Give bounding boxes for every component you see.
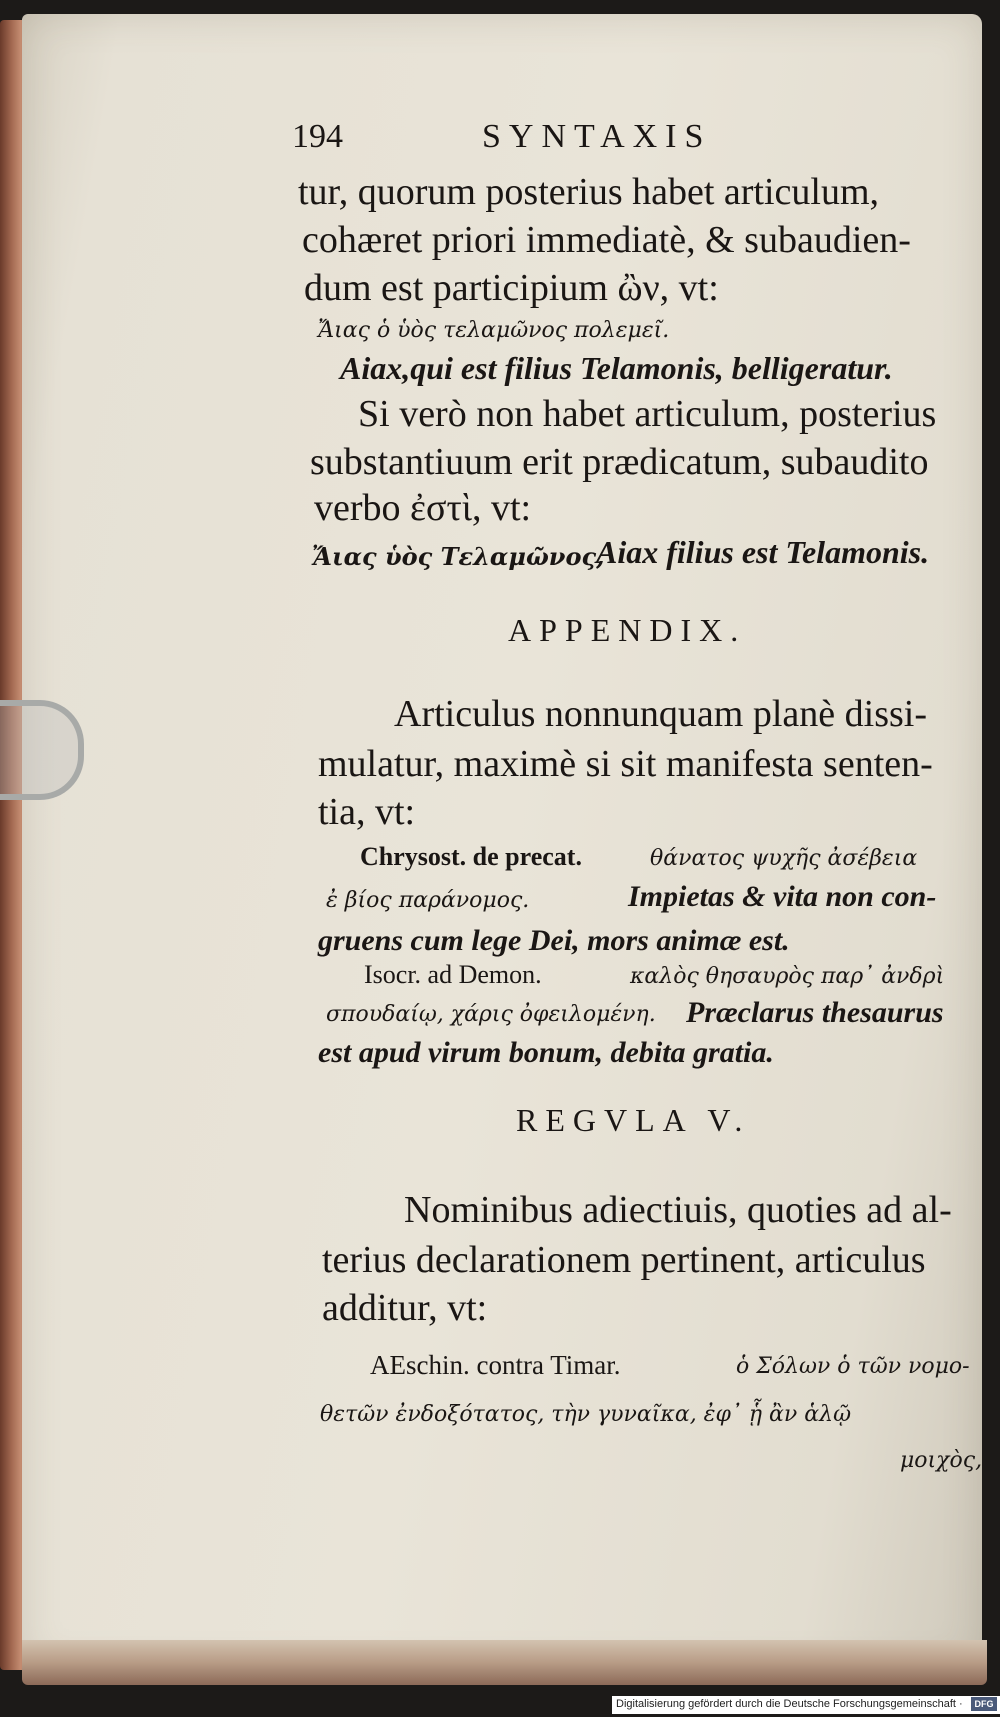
page-number: 194 [292,118,343,155]
greek-example: καλὸς θησαυρὸς παρ᾽ ἀνδρὶ [630,964,945,989]
running-title: SYNTAXIS [482,118,712,155]
text-line: cohæret priori immediatè, & subaudien- [302,219,911,261]
text-line: Si verò non habet articulum, posterius [358,393,937,435]
credit-text: Digitalisierung gefördert durch die Deutsche Forschungsgemeinschaft · [616,1698,963,1710]
greek-example: ὁ Σόλων ὁ τῶν νομο- [736,1354,970,1379]
greek-example: θετῶν ἐνδοξότατος, τὴν γυναῖκα, ἐφ᾽ ᾗ ἂν ἁλῷ [320,1402,852,1427]
latin-translation: gruens cum lege Dei, mors animæ est. [318,924,790,957]
greek-example: μοιχὸς, [900,1448,983,1473]
section-heading-regula: REGVLA V. [516,1102,751,1138]
text-line: Nominibus adiectiuis, quoties ad al- [404,1189,952,1231]
latin-translation: Aiax,qui est filius Telamonis, belligeratur. [340,350,893,386]
digitization-credit [612,1696,1000,1714]
dfg-logo: DFG [971,1697,997,1711]
latin-translation: est apud virum bonum, debita gratia. [318,1036,774,1069]
greek-example: θάνατος ψυχῆς ἀσέβεια [650,846,918,871]
latin-translation: Aiax filius est Telamonis. [596,534,930,570]
citation: Chrysost. de precat. [360,842,582,871]
latin-translation: Impietas & vita non con- [628,880,937,913]
greek-example: ἐ βίος παράνομος. [326,888,530,913]
text-line: dum est participium ὢν, vt: [304,267,719,309]
greek-example: Ἄιας ὁ ὑὸς τελαμῶνος πολεμεῖ. [318,318,670,343]
greek-example: Ἄιας ὑὸς Τελαμῶνος, [312,542,605,571]
text-line: mulatur, maximè si sit manifesta senten- [318,743,933,785]
text-line: substantiuum erit prædicatum, subaudito [310,441,929,483]
text-line: additur, vt: [322,1287,488,1329]
text-line: terius declarationem pertinent, articulus [322,1239,926,1281]
text-line: tur, quorum posterius habet articulum, [298,171,880,213]
latin-translation: Præclarus thesaurus [686,996,944,1029]
greek-example: σπουδαίῳ, χάρις ὀφειλομένη. [326,1002,656,1027]
text-line: Articulus nonnunquam planè dissi- [394,693,927,735]
text-line: verbo ἐστὶ, vt: [314,487,532,529]
citation: Isocr. ad Demon. [364,960,542,989]
section-heading-appendix: APPENDIX. [508,612,747,648]
citation: AEschin. contra Timar. [370,1350,621,1380]
text-line: tia, vt: [318,791,416,833]
